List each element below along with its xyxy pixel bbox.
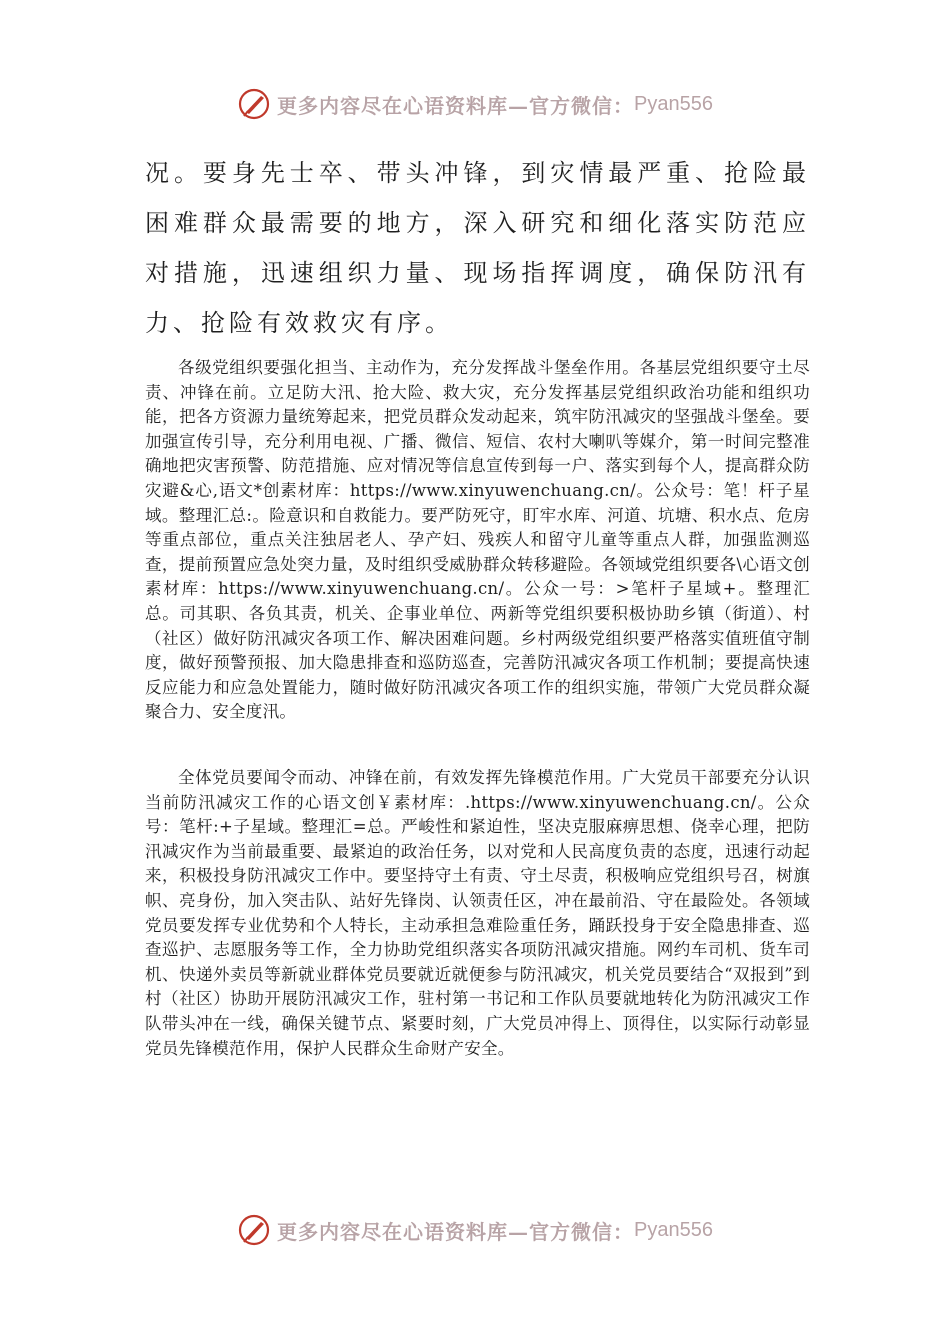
quill-logo-icon [237, 87, 271, 121]
footer-watermark [0, 1210, 950, 1250]
watermark-wechat-id: Pyan556 [634, 1218, 713, 1241]
watermark-text: 更多内容尽在心语资料库—官方微信： [277, 93, 635, 118]
watermark-wechat-id: Pyan556 [634, 92, 713, 115]
header-watermark [0, 84, 950, 124]
body-paragraph: 全体党员要闻令而动、冲锋在前，有效发挥先锋模范作用。广大党员干部要充分认识当前防汛减灾工作的心语文创￥素材库：.https://www.xinyuwenchuang.cn/。公众号：笔杆:+子星域。整理汇=总。严峻性和紧迫性，坚决克服麻痹思想、侥幸心理，把防汛减灾作为当前最重要、最紧迫的政治任务，以对党和人民高度负责的态度，迅速行动起来，积极投身防汛减灾工作中。要坚持守土有责、守土尽责，积极响应党组织号召，树旗帜、亮身份，加入突击队、站好先锋岗、认领责任区，冲在最前沿、守在最险处。各领域党员要发挥专业优势和个人特长，主动承担急难险重任务，踊跃投身于安全隐患排查、巡查巡护、志愿服务等工作，全力协助党组织落实各项防汛减灾措施。网约车司机、货车司机、快递外卖员等新就业群体党员要就近就便参与防汛减灾，机关党员要结合“双报到”到村（社区）协助开展防汛减灾工作，驻村第一书记和工作队员要就地转化为防汛减灾工作队带头冲在一线，确保关键节点、紧要时刻，广大党员冲得上、顶得住，以实际行动彰显党员先锋模范作用，保护人民群众生命财产安全。 [145, 768, 810, 1058]
body-paragraph: 各级党组织要强化担当、主动作为，充分发挥战斗堡垒作用。各基层党组织要守土尽责、冲锋在前。立足防大汛、抢大险、救大灾，充分发挥基层党组织政治功能和组织功能，把各方资源力量统筹起来，把党员群众发动起来，筑牢防汛减灾的坚强战斗堡垒。要加强宣传引导，充分利用电视、广播、微信、短信、农村大喇叭等媒介，第一时间完整准确地把灾害预警、防范措施、应对情况等信息宣传到每一户、落实到每个人，提高群众防灾避&心,语文*创素材库：https://www.xinyuwenchuang.cn/。公众号：笔！杆子星域。整理汇总:。险意识和自救能力。要严防死守，盯牢水库、河道、坑塘、积水点、危房等重点部位，重点关注独居老人、孕产妇、残疾人和留守儿童等重点人群，加强监测巡查，提前预置应急处突力量，及时组织受威胁群众转移避险。各领域党组织要各\心语文创素材库：https://www.xinyuwenchuang.cn/。公众一号：>笔杆子星域+。整理汇总。司其职、各负其责，机关、企事业单位、两新等党组织要积极协助乡镇（街道）、村（社区）做好防汛减灾各项工作、解决困难问题。乡村两级党组织要严格落实值班值守制度，做好预警预报、加大隐患排查和巡防巡查，完善防汛减灾各项工作机制；要提高快速反应能力和应急处置能力，随时做好防汛减灾各项工作的组织实施，带领广大党员群众凝聚合力、安全度汛。 [145, 358, 810, 722]
lead-paragraph: 况。要身先士卒、带头冲锋，到灾情最严重、抢险最困难群众最需要的地方，深入研究和细化落实防范应对措施，迅速组织力量、现场指挥调度，确保防汛有力、抢险有效救灾有序。 [145, 159, 810, 337]
watermark-text: 更多内容尽在心语资料库—官方微信： [277, 1219, 635, 1244]
quill-logo-icon [237, 1213, 271, 1247]
